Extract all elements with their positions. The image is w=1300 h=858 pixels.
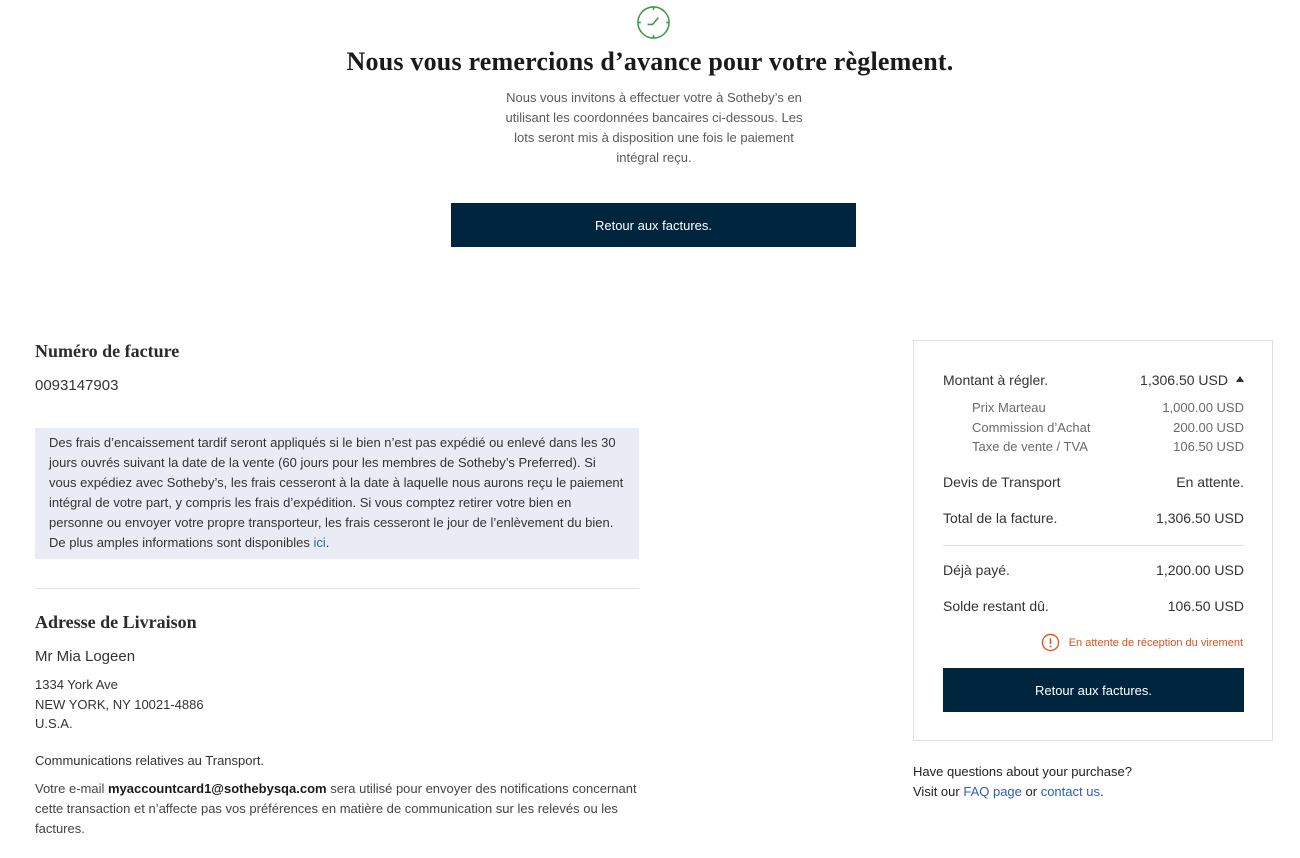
help-end: .: [1099, 784, 1104, 799]
balance-label: Solde restant dû.: [943, 598, 1049, 614]
payment-status-text: En attente de réception du virement: [1068, 636, 1243, 649]
breakdown-row: [972, 400, 1244, 415]
comm-prefix: Votre e-mail: [35, 781, 108, 796]
address-line3: U.S.A.: [35, 716, 73, 731]
payment-summary-panel: [913, 340, 1273, 741]
shipping-address-title: Adresse de Livraison: [35, 612, 197, 632]
breakdown-value: 106.50 USD: [1173, 439, 1244, 454]
help-section: [913, 762, 1132, 802]
amount-due-value: 1,306.50 USD: [1140, 372, 1228, 388]
breakdown-value: 200.00 USD: [1173, 420, 1244, 435]
comm-suffix: sera utilisé pour envoyer des notifications concernant cette transaction et n’affecte pas vos préférences en matière de communication sur les relevés ou les factures.: [35, 781, 637, 836]
shipping-quote-value: En attente.: [1176, 474, 1244, 490]
amount-due-label: Montant à régler.: [943, 372, 1049, 388]
divider: [943, 545, 1244, 546]
payment-status: [1041, 633, 1243, 652]
alert-circle-icon: [1041, 633, 1060, 652]
invoice-total-value: 1,306.50 USD: [1156, 510, 1244, 526]
breakdown-value: 1,000.00 USD: [1162, 400, 1244, 415]
invoice-total-row: [943, 510, 1244, 526]
shipping-communications-text: [35, 779, 645, 839]
divider: [35, 588, 639, 589]
shipping-communications-title: Communications relatives au Transport.: [35, 753, 265, 768]
shipping-address: [35, 675, 204, 734]
clock-check-icon: [636, 5, 671, 40]
breakdown-row: [972, 420, 1244, 435]
help-question: Have questions about your purchase?: [913, 764, 1132, 779]
notice-end: .: [325, 535, 330, 550]
breakdown-label: Taxe de vente / TVA: [972, 439, 1088, 454]
page-subtitle: Nous vous invitons à effectuer votre à Sotheby’s en utilisant les coordonnées bancaires ci-dessous. Les lots seront mis à disposition une fois le paiement intégral reçu.: [505, 90, 803, 165]
invoice-number-title: Numéro de facture: [35, 341, 180, 361]
invoice-number: 0093147903: [35, 377, 119, 394]
balance-row: [943, 598, 1244, 614]
back-to-invoices-button-panel[interactable]: Retour aux factures.: [943, 668, 1244, 712]
notice-link[interactable]: ici: [313, 535, 326, 550]
help-prefix: Visit our: [913, 784, 964, 799]
breakdown-row: [972, 439, 1244, 454]
amount-due-row[interactable]: [943, 372, 1244, 388]
breakdown-label: Prix Marteau: [972, 400, 1046, 415]
page-title: Nous vous remercions d’avance pour votre règlement.: [346, 47, 954, 76]
address-line1: 1334 York Ave: [35, 677, 118, 692]
shipping-quote-row: [943, 474, 1244, 490]
late-fee-notice: [35, 428, 639, 559]
shipping-quote-label: Devis de Transport: [943, 474, 1061, 490]
paid-label: Déjà payé.: [943, 562, 1010, 578]
caret-up-icon[interactable]: [1236, 376, 1244, 382]
notice-text: Des frais d’encaissement tardif seront appliqués si le bien n’est pas expédié ou enlevé dans les 30 jours ouvrés suivant la date de la vente (60 jours pour les membres de Sotheby’s Preferred). Si vous expédiez avec Sotheby’s, les frais cesseront à la date à laquelle nous aurons reçu le paiement intégral de votre part, y compris les frais d’expédition. Si vous comptez retirer votre bien en personne ou envoyer votre propre transporteur, les frais cesseront le jour de l’enlèvement du bien. De plus amples informations sont disponibles: [49, 435, 624, 550]
contact-us-link[interactable]: contact us: [1040, 784, 1100, 799]
paid-row: [943, 562, 1244, 578]
back-to-invoices-button[interactable]: Retour aux factures.: [451, 203, 856, 247]
paid-value: 1,200.00 USD: [1156, 562, 1244, 578]
recipient-name: Mr Mia Logeen: [35, 648, 136, 665]
breakdown-label: Commission d’Achat: [972, 420, 1091, 435]
invoice-total-label: Total de la facture.: [943, 510, 1058, 526]
comm-email: myaccountcard1@sothebysqa.com: [107, 781, 327, 796]
help-middle: or: [1021, 784, 1041, 799]
address-line2: NEW YORK, NY 10021-4886: [35, 696, 204, 712]
balance-value: 106.50 USD: [1167, 598, 1244, 614]
faq-link[interactable]: FAQ page: [963, 784, 1022, 799]
